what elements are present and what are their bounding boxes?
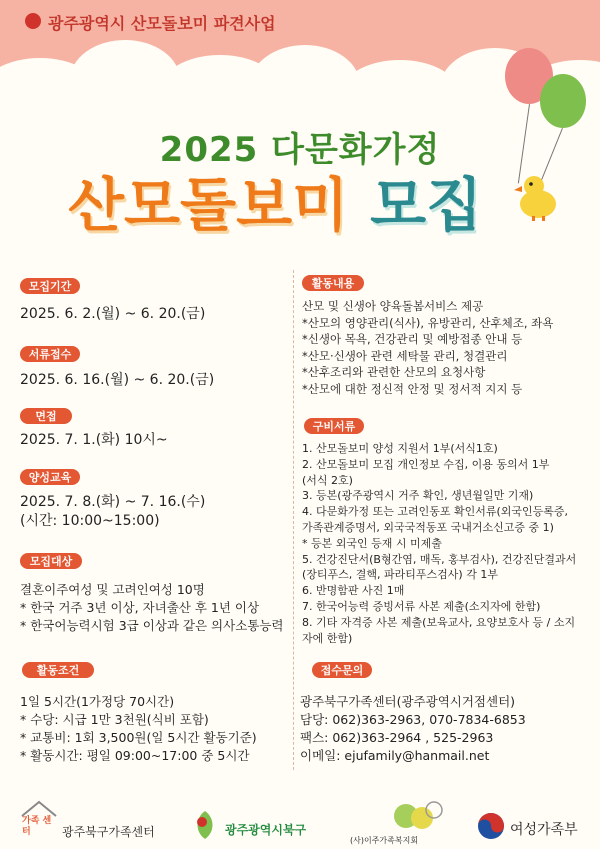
ministry-taegeuk-icon	[476, 811, 506, 841]
family-center-mark: 가족 센터	[22, 816, 52, 837]
list-item: 3. 등본(광주광역시 거주 확인, 생년월일만 기재)	[302, 489, 534, 503]
column-divider	[293, 270, 295, 770]
list-item: * 등본 외국인 등재 시 미제출	[302, 536, 442, 550]
duck-icon	[512, 172, 560, 222]
list-item: *산모의 영양관리(식사), 유방관리, 산후체조, 좌욕	[302, 315, 554, 330]
list-item: 1. 산모돌보미 양성 지원서 1부(서식1호)	[302, 442, 498, 455]
bukgu-logo-icon	[190, 808, 220, 842]
docs-value: 2025. 6. 16.(월) ~ 6. 20.(금)	[20, 372, 215, 388]
contact-line: 팩스: 062)363-2964 , 525-2963	[300, 730, 494, 745]
page-title	[68, 158, 482, 242]
period-label: 모집기간	[20, 278, 80, 294]
conditions-line: * 교통비: 1회 3,500원(일 5시간 활동기준)	[20, 730, 257, 745]
documents-list	[302, 441, 576, 646]
target-line: 결혼이주여성 및 고려인여성 10명	[20, 582, 205, 597]
list-item: 자에 한함)	[302, 631, 353, 645]
list-item: *산후조리와 관련한 산모의 요청사항	[302, 365, 486, 379]
contact-line: 이메일: ejufamily@hanmail.net	[300, 748, 490, 763]
conditions-label: 활동조건	[22, 662, 94, 678]
documents-label: 구비서류	[304, 418, 364, 434]
training-value-2: (시간: 10:00~15:00)	[20, 513, 160, 529]
period-value: 2025. 6. 2.(월) ~ 6. 20.(금)	[20, 306, 206, 322]
conditions-line: * 수당: 시급 1만 3천원(식비 포함)	[20, 712, 209, 727]
conditions-line: * 활동시간: 평일 09:00~17:00 중 5시간	[20, 748, 250, 763]
contact-line: 담당: 062)363-2963, 070-7834-6853	[300, 712, 526, 727]
target-line: * 한국 거주 3년 이상, 자녀출산 후 1년 이상	[20, 600, 260, 615]
training-label: 양성교육	[20, 469, 80, 485]
list-item: 8. 기타 자격증 사본 제출(보육교사, 요양보호사 등 / 소지	[302, 615, 576, 629]
family-center-logo: 광주북구가족센터	[62, 825, 155, 839]
target-line: * 한국어능력시험 3급 이상과 같은 의사소통능력	[20, 618, 284, 633]
bukgu-logo: 광주광역시북구	[225, 823, 307, 837]
list-item: 산모 및 신생아 양육돌봄서비스 제공	[302, 299, 484, 313]
interview-label: 면접	[20, 408, 72, 424]
green-balloon-icon	[540, 74, 586, 128]
list-item: (장티푸스, 결핵, 파라티푸스검사) 각 1부	[302, 568, 498, 582]
training-value-1: 2025. 7. 8.(화) ~ 7. 16.(수)	[20, 494, 206, 510]
ministry-logo: 여성가족부	[510, 822, 578, 838]
list-item: *신생아 목욕, 건강관리 및 예방접종 안내 등	[302, 332, 523, 346]
contact-label: 접수문의	[312, 662, 372, 678]
migrant-welfare-logo: (사)이주가족복지회	[350, 836, 419, 845]
target-label: 모집대상	[20, 553, 82, 569]
title-main-b: 모집	[370, 171, 483, 239]
list-item: *산모·신생아 관련 세탁물 관리, 청결관리	[302, 348, 508, 363]
docs-label: 서류접수	[20, 346, 80, 362]
list-item: 6. 반명함판 사진 1매	[302, 584, 405, 598]
list-item: 7. 한국어능력 증빙서류 사본 제출(소지자에 한함)	[302, 599, 541, 613]
migrant-welfare-logo-icon	[388, 798, 446, 832]
interview-value: 2025. 7. 1.(화) 10시~	[20, 432, 168, 448]
activity-list	[302, 298, 553, 397]
title-year-line: 2025 다문화가정	[159, 130, 441, 170]
list-item: 4. 다문화가정 또는 고려인동포 확인서류(외국인등록증,	[302, 505, 569, 519]
conditions-line: 1일 5시간(1가정당 70시간)	[20, 694, 175, 709]
list-item: 5. 건강진단서(B형간염, 매독, 홍부검사), 건강진단결과서	[302, 552, 577, 566]
list-item: 2. 산모돌보미 모집 개인정보 수집, 이용 동의서 1부	[302, 457, 550, 471]
contact-line: 광주북구가족센터(광주광역시거점센터)	[300, 694, 516, 709]
header-dot-icon	[25, 13, 41, 29]
activity-label: 활동내용	[302, 275, 364, 291]
list-item: 가족관계증명서, 외국국적동포 국내거소신고증 중 1)	[302, 520, 554, 534]
list-item: *산모에 대한 정신적 안정 및 정서적 지지 등	[302, 381, 523, 396]
title-main-a: 산모돌보미	[68, 171, 349, 239]
header-title: 광주광역시 산모돌보미 파견사업	[48, 14, 276, 33]
list-item: (서식 2호)	[302, 473, 353, 487]
